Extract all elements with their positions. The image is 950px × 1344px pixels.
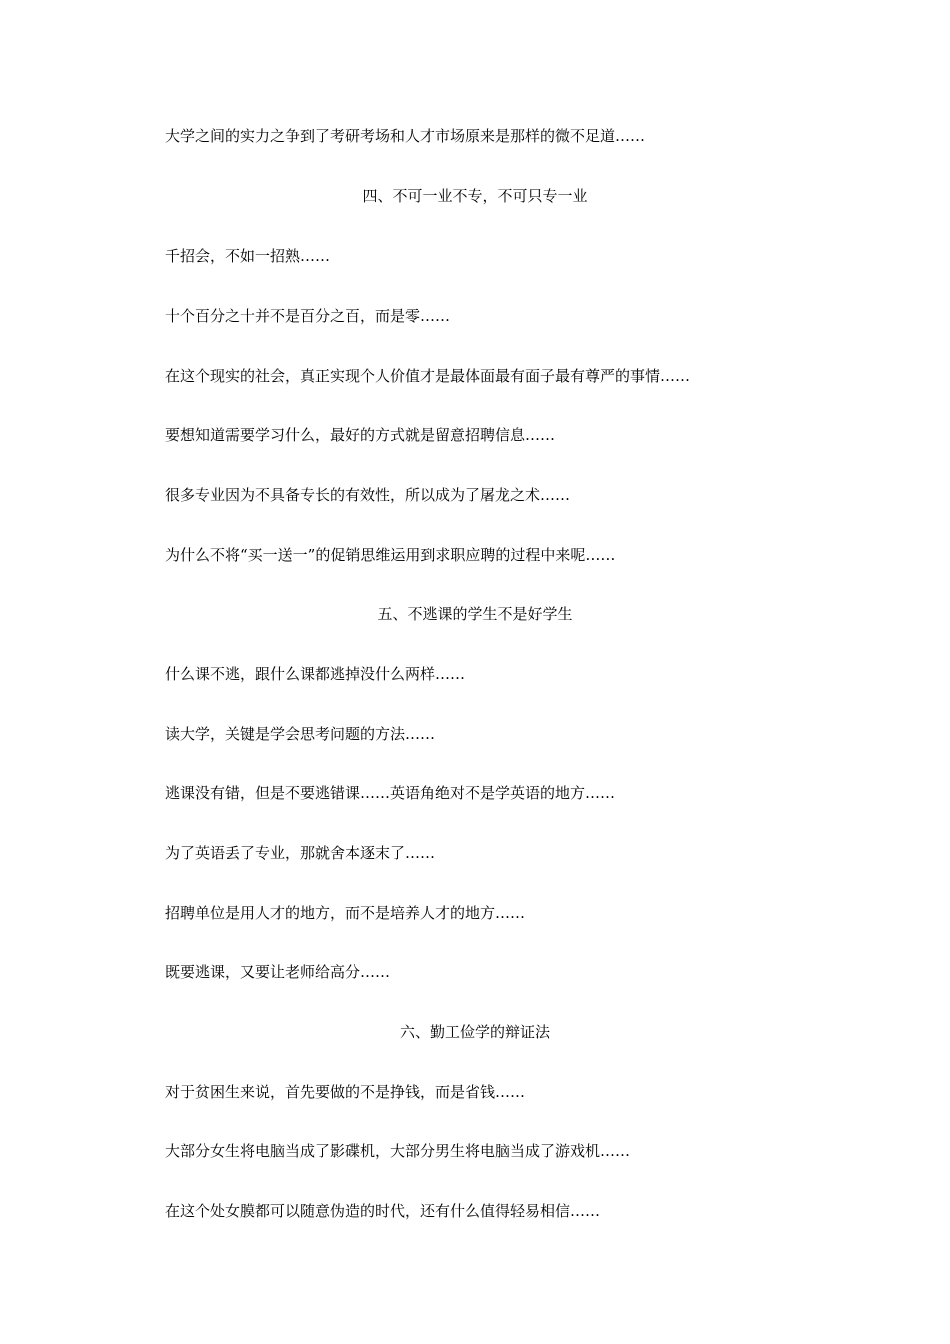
paragraph-line: 千招会，不如一招熟……: [165, 247, 331, 265]
paragraph-line: 为了英语丢了专业，那就舍本逐末了……: [165, 844, 436, 862]
paragraph-line: 什么课不逃，跟什么课都逃掉没什么两样……: [165, 665, 466, 683]
paragraph-line: 对于贫困生来说，首先要做的不是挣钱，而是省钱……: [165, 1083, 526, 1101]
section-heading-4: 四、不可一业不专，不可只专一业: [362, 187, 588, 205]
paragraph-line: 在这个现实的社会，真正实现个人价值才是最体面最有面子最有尊严的事情……: [165, 367, 691, 385]
paragraph-line: 既要逃课，又要让老师给高分……: [165, 963, 391, 981]
paragraph-line: 逃课没有错，但是不要逃错课……英语角绝对不是学英语的地方……: [165, 784, 616, 802]
section-heading-5: 五、不逃课的学生不是好学生: [377, 605, 573, 623]
section-heading-6: 六、勤工俭学的辩证法: [399, 1023, 550, 1041]
paragraph-line: 招聘单位是用人才的地方，而不是培养人才的地方……: [165, 904, 526, 922]
paragraph-line: 在这个处女膜都可以随意伪造的时代，还有什么值得轻易相信……: [165, 1202, 601, 1220]
paragraph-line: 为什么不将“买一送一”的促销思维运用到求职应聘的过程中来呢……: [165, 546, 616, 564]
paragraph-line: 读大学，关键是学会思考问题的方法……: [165, 725, 436, 743]
paragraph-line: 十个百分之十并不是百分之百，而是零……: [165, 307, 451, 325]
paragraph-line: 很多专业因为不具备专长的有效性，所以成为了屠龙之术……: [165, 486, 571, 504]
paragraph-line: 大学之间的实力之争到了考研考场和人才市场原来是那样的微不足道……: [165, 127, 646, 145]
paragraph-line: 大部分女生将电脑当成了影碟机，大部分男生将电脑当成了游戏机……: [165, 1142, 631, 1160]
paragraph-line: 要想知道需要学习什么，最好的方式就是留意招聘信息……: [165, 426, 556, 444]
